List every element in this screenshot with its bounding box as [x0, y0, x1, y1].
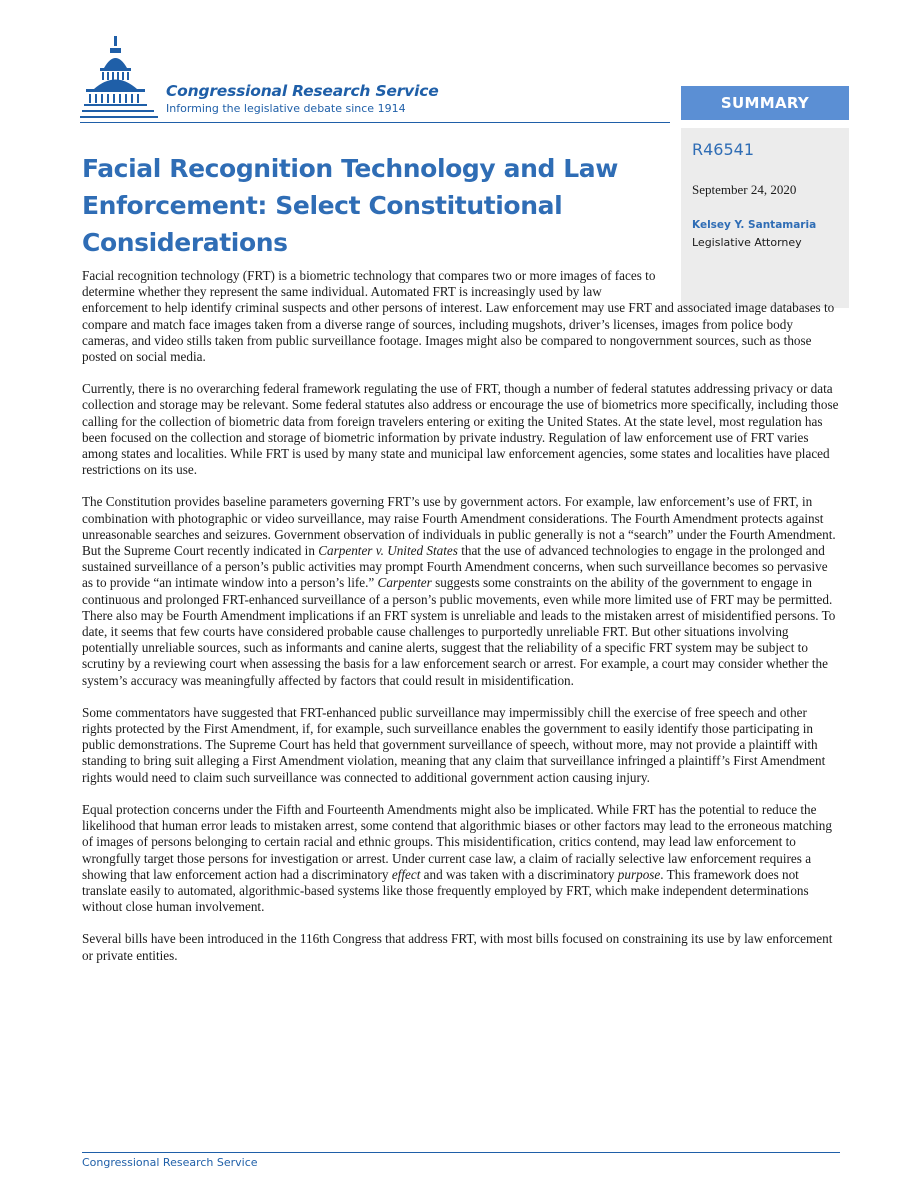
- footer-divider: [82, 1152, 840, 1153]
- paragraph-text: Equal protection concerns under the Fifth and Fourteenth Amendments might also be implicated. While FRT has the potential to reduce the likelihood that human error leads to mistaken arrest, some contend that algorithmic biases or other factors may lead to the erroneous matching of images of persons belonging to certain racial and ethnic groups. This misidentification, critics contend, may lead law enforcement to wrongfully target those persons for investigation or arrest. Under current case law, a claim of racially selective law enforcement requires a showing that law enforcement action had a discriminatory: [82, 801, 832, 882]
- capitol-dome-icon: [80, 34, 164, 124]
- paragraph-text: . This framework does not translate easily to automated, algorithmic-based systems like those frequently employed by FRT, which make independent determinations without close human involvement.: [82, 866, 809, 915]
- italic-text: effect: [391, 866, 421, 882]
- summary-body: [82, 268, 840, 980]
- italic-text: Carpenter v. United States: [318, 543, 458, 559]
- report-number: R46541: [692, 140, 755, 159]
- paragraph-text: and was taken with a discriminatory: [420, 866, 618, 882]
- logo-name: Congressional Research Service: [166, 82, 439, 100]
- crs-logo: [80, 34, 480, 124]
- body-paragraph: [82, 802, 840, 915]
- italic-text: purpose: [617, 866, 661, 882]
- report-date: September 24, 2020: [692, 182, 797, 197]
- body-paragraph: [82, 268, 840, 365]
- paragraph-text: Several bills have been introduced in the 116th Congress that address FRT, with most bills focused on constraining its use by law enforcement or private entities.: [82, 931, 833, 963]
- body-paragraph: [82, 931, 840, 963]
- paragraph-text: that the use of advanced technologies to engage in the prolonged and sustained surveillance of a person’s public activities may prompt Fourth Amendment concerns, when such surveillance becomes so pervasive as to provide “an intimate window into a person’s life.”: [82, 543, 828, 591]
- paragraph-text: Some commentators have suggested that FRT-enhanced public surveillance may impermissibly chill the exercise of free speech and other rights protected by the First Amendment, if, for example, such surveillance enables the government to easily identify those participating in public demonstrations. The Supreme Court has held that government surveillance of speech, without more, may not provide a plaintiff with standing to bring suit alleging a First Amendment violation, meaning that any claim that surveillance infringed a plaintiff’s First Amendment rights would need to claim such surveillance was connected to additional government action causing injury.: [82, 704, 826, 785]
- paragraph-text: suggests some constraints on the ability of the government to engage in continuous and prolonged FRT-enhanced surveillance of a person’s public movements, even while more limited use of FRT may be permitted. There also may be Fourth Amendment implications if an FRT system is unreliable and leads to the mistaken arrest of misidentified persons. To date, it seems that few courts have considered probable cause challenges to purportedly unreliable FRT. But other situations involving potentially unreliable sources, such as informants and canine alerts, suggest that the reliability of a specific FRT system may be subject to scrutiny by a reviewing court when assessing the basis for a law enforcement search or arrest. For example, a court may consider whether the system’s accuracy was meaningfully affected by factors that could result in misidentification.: [82, 575, 836, 688]
- author-title: Legislative Attorney: [692, 236, 802, 249]
- sidebar-wrap-spacer: [665, 268, 840, 300]
- body-paragraph: [82, 705, 840, 786]
- footer-text: Congressional Research Service: [82, 1156, 258, 1169]
- author-name: Kelsey Y. Santamaria: [692, 219, 817, 231]
- paragraph-text: Currently, there is no overarching federal framework regulating the use of FRT, though a number of federal statutes addressing privacy or data collection and storage may be relevant. Some federal statutes also address or encourage the use of biometrics more specifically, including those calling for the collection of biometric data from foreign travelers entering or exiting the United States. At the state level, most regulation has been focused on the collection and storage of biometric information by private industry. Regulation of law enforcement use of FRT varies among states and localities. While FRT is used by many state and municipal law enforcement agencies, some states and localities have placed restrictions on its use.: [82, 381, 839, 478]
- italic-text: Carpenter: [377, 575, 432, 591]
- summary-tab: SUMMARY: [681, 86, 849, 120]
- paragraph-text: The Constitution provides baseline parameters governing FRT’s use by government actors. For example, law enforcement’s use of FRT, in combination with photographic or video surveillance, may raise Fourth Amendment considerations. The Fourth Amendment protects against unreasonable searches and seizures. Government observation of individuals in public generally is not a “search” under the Fourth Amendment. But the Supreme Court recently indicated in: [82, 494, 836, 559]
- logo-tagline: Informing the legislative debate since 1914: [166, 102, 406, 115]
- page-title: Facial Recognition Technology and Law Enforcement: Select Constitutional Considerations: [82, 154, 618, 257]
- paragraph-text: Facial recognition technology (FRT) is a biometric technology that compares two or more images of faces to determine whether they represent the same individual. Automated FRT is increasingly used by law enforcement to help identify criminal suspects and other persons of interest. Law enforcement may use FRT and associated image databases to compare and match face images taken from a diverse range of sources, including mugshots, driver’s licenses, images from police body cameras, and video stills taken from public surveillance footage. Images might also be compared to nongovernment sources, such as those posted on social media.: [82, 268, 835, 365]
- body-paragraph: [82, 381, 840, 478]
- body-paragraph: [82, 494, 840, 688]
- header-divider: [80, 122, 670, 123]
